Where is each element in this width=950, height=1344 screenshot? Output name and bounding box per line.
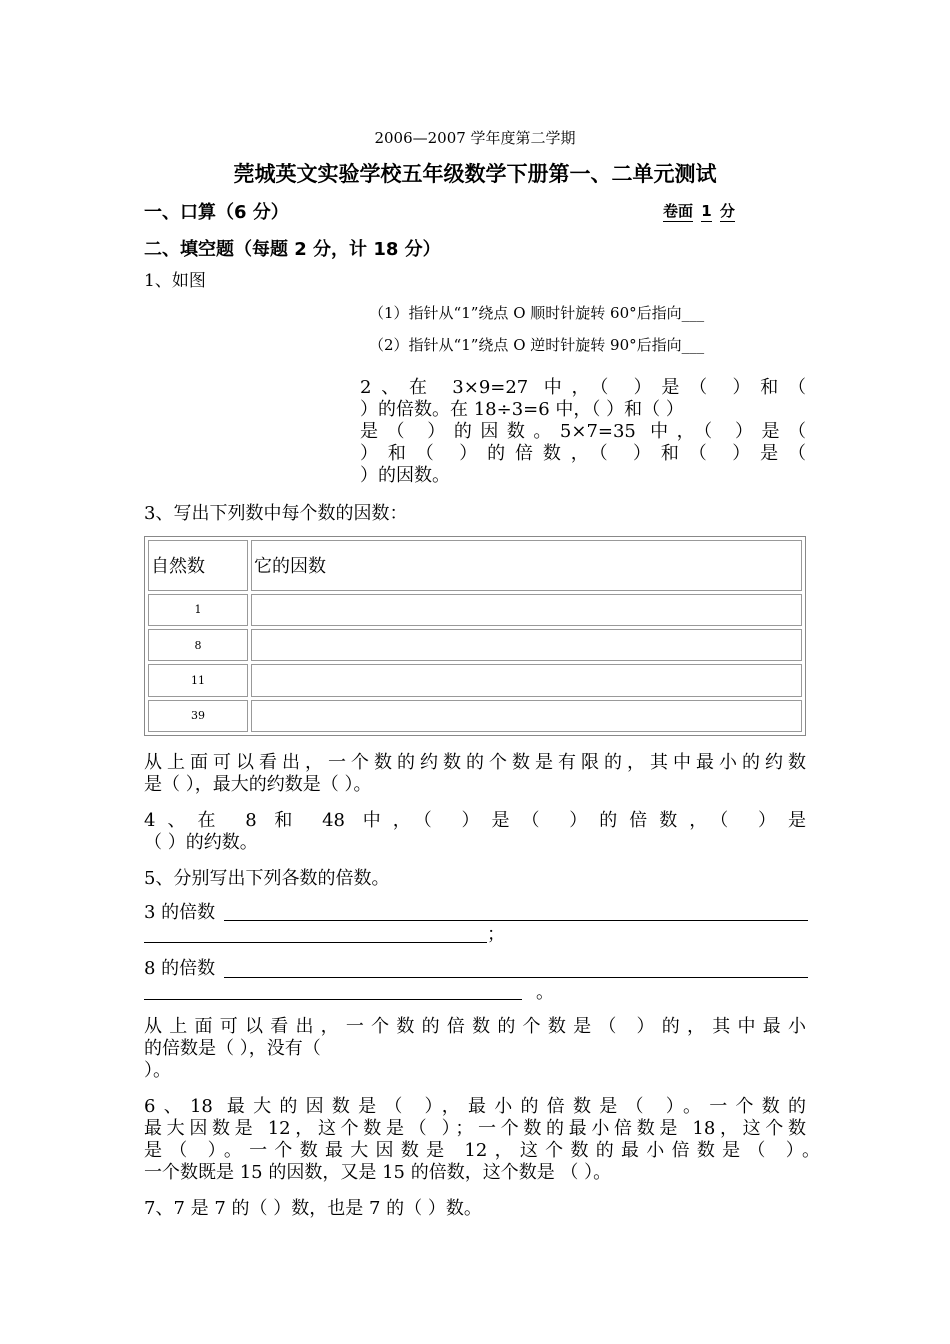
q6-line4: 一个数既是 15 的因数，又是 15 的倍数，这个数是 （ ）。: [144, 1162, 612, 1183]
q1-label: 1、如图: [144, 271, 206, 291]
answer-line[interactable]: [144, 942, 487, 943]
q5-end-3: ；: [487, 924, 505, 945]
page-title: 莞城英文实验学校五年级数学下册第一、二单元测试: [233, 162, 717, 186]
q1-sub2: （2）指针从“1”绕点 O 逆时针旋转 90°后指向___: [369, 336, 705, 354]
q2-line5: ）的因数。: [360, 465, 450, 486]
q2-line1: 2、在 3×9=27 中，（ ）是（ ）和（: [360, 377, 806, 398]
q6-line2: 最大因数是 12，这个数是（ ）；一个数的最小倍数是 18，这个数: [144, 1118, 806, 1139]
section-fill: 二、填空题（每题 2 分，计 18 分）: [144, 239, 441, 260]
table-row: [148, 594, 802, 626]
section-oral: 一、口算（6 分）: [144, 202, 289, 223]
q7-line1: 7、7 是 7 的（ ）数，也是 7 的（ ）数。: [144, 1198, 482, 1219]
q3-label: 3、写出下列数中每个数的因数：: [144, 503, 408, 524]
q5-note3: ）。: [144, 1060, 171, 1081]
table-header-factors: 它的因数: [251, 540, 802, 591]
table-cell-number: 39: [148, 700, 248, 732]
score-box: [663, 200, 735, 221]
q1-sub1: （1）指针从“1”绕点 O 顺时针旋转 60°后指向___: [369, 304, 705, 322]
table-cell-answer[interactable]: [251, 594, 802, 626]
table-cell-number: 8: [148, 629, 248, 661]
q6-line3: 是（ ）。一个数最大因数是 12，这个数的最小倍数是（ ）。: [144, 1140, 820, 1161]
year-term: 2006—2007 学年度第二学期: [374, 129, 576, 147]
factors-table: [144, 536, 806, 736]
answer-line[interactable]: [224, 920, 808, 921]
score-label-a: 卷面: [663, 202, 694, 220]
table-header-number: 自然数: [148, 540, 248, 591]
table-cell-answer[interactable]: [251, 629, 802, 661]
table-cell-answer[interactable]: [251, 700, 802, 732]
table-cell-number: 1: [148, 594, 248, 626]
q2-line2: ）的倍数。在 18÷3=6 中，（ ）和（ ）: [360, 399, 684, 420]
q3-note1: 从上面可以看出，一个数的约数的个数是有限的，其中最小的约数: [144, 752, 806, 773]
table-header-row: [148, 540, 802, 591]
q5-multiple-8-label: 8 的倍数: [144, 958, 216, 979]
answer-line[interactable]: [144, 999, 522, 1000]
q6-line1: 6、18 最大的因数是（ ），最小的倍数是（ ）。一个数的: [144, 1096, 806, 1117]
q5-note1: 从上面可以看出，一个数的倍数的个数是（ ）的，其中最小: [144, 1016, 806, 1037]
q5-note2: 的倍数是（ ），没有（: [144, 1038, 321, 1059]
q5-end-8: 。: [536, 982, 554, 1003]
q2-line3: 是（ ）的因数。5×7=35 中，（ ）是（: [360, 421, 806, 442]
table-row: [148, 664, 802, 696]
score-value: 1: [701, 202, 712, 220]
q4-line2: （ ）的约数。: [144, 832, 258, 853]
answer-line[interactable]: [224, 977, 808, 978]
table-cell-answer[interactable]: [251, 664, 802, 696]
q4-line1: 4、在 8 和 48 中，（ ）是（ ）的倍数，（ ）是: [144, 810, 806, 831]
table-cell-number: 11: [148, 664, 248, 696]
table-row: [148, 700, 802, 732]
q3-note2: 是（ ），最大的约数是（ ）。: [144, 774, 372, 795]
q5-multiple-3-label: 3 的倍数: [144, 902, 216, 923]
score-label-b: 分: [719, 202, 735, 220]
q2-line4: ）和（ ）的倍数，（ ）和（ ）是（: [360, 443, 806, 464]
q5-label: 5、分别写出下列各数的倍数。: [144, 868, 390, 889]
table-row: [148, 629, 802, 661]
